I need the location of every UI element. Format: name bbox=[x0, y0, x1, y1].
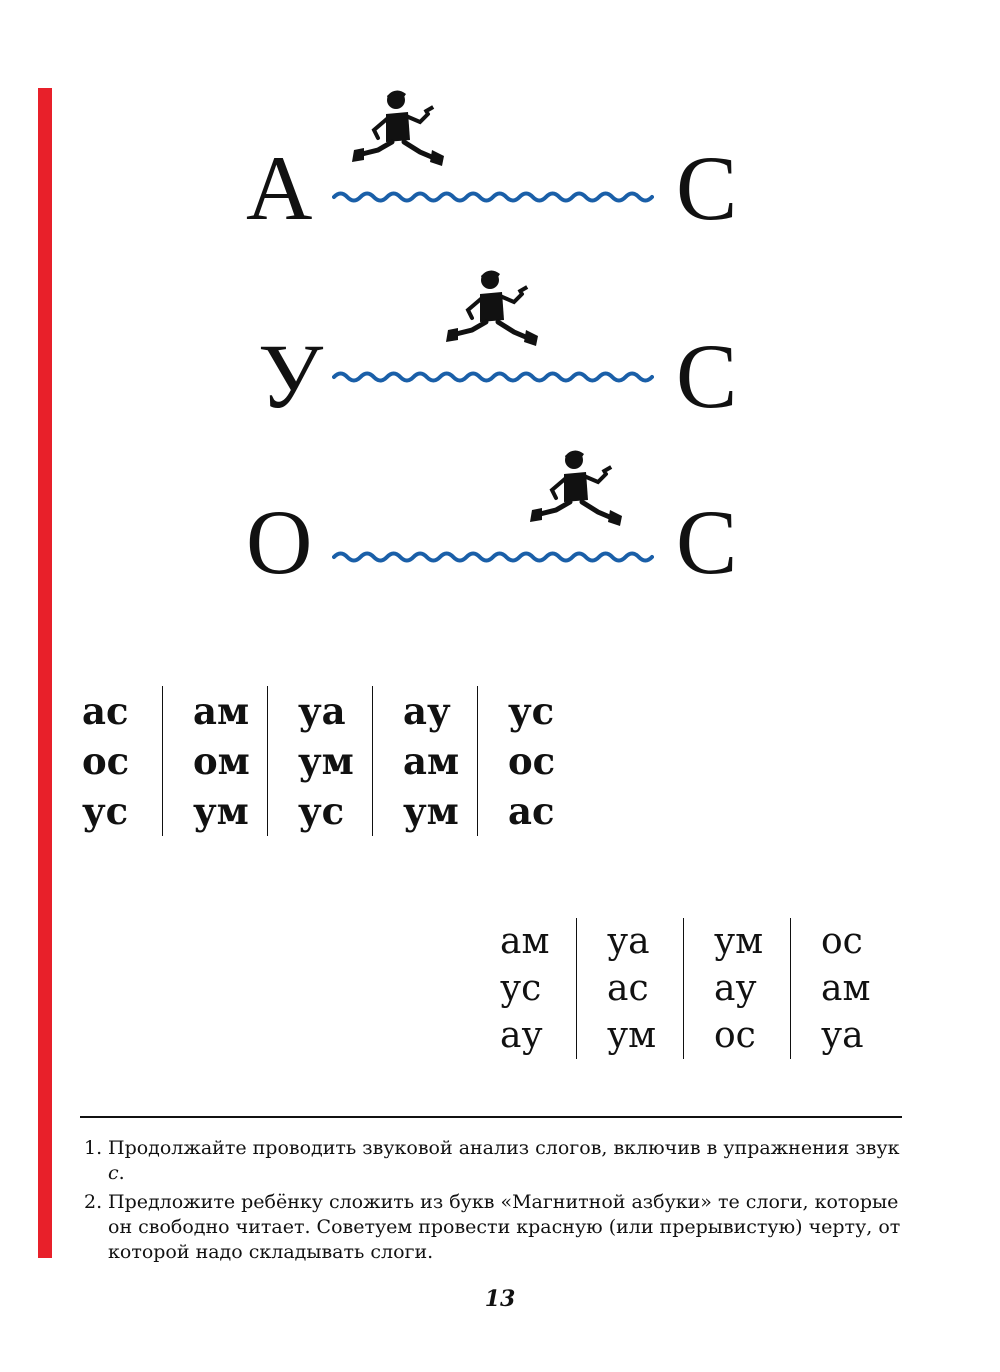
footnote-text-end: . bbox=[118, 1162, 125, 1184]
syllable: ау bbox=[500, 1015, 543, 1056]
syllable: ум bbox=[607, 1015, 657, 1056]
syllable: ум bbox=[403, 789, 459, 833]
syllable-column bbox=[403, 686, 478, 836]
syllable: ам bbox=[821, 968, 871, 1009]
footnote bbox=[84, 1190, 904, 1265]
syllable: ау bbox=[403, 689, 451, 733]
syllable-column bbox=[193, 686, 268, 836]
syllable: ас bbox=[607, 968, 649, 1009]
syllable: ом bbox=[193, 739, 250, 783]
page-number: 13 bbox=[484, 1286, 516, 1312]
syllable: ам bbox=[500, 921, 550, 962]
letter-right: С bbox=[676, 491, 738, 593]
footnote-number: 2. bbox=[84, 1191, 103, 1213]
boy-running-icon bbox=[442, 266, 548, 356]
letter-right: С bbox=[676, 325, 738, 427]
syllable: ум bbox=[714, 921, 764, 962]
syllable: ос bbox=[714, 1015, 756, 1056]
footnote-emphasis: с bbox=[108, 1162, 119, 1184]
boy-running-icon bbox=[526, 446, 632, 536]
wave-line bbox=[332, 186, 654, 208]
syllable: ус bbox=[508, 689, 555, 733]
footnotes bbox=[84, 1136, 904, 1269]
syllable: ум bbox=[298, 739, 354, 783]
footnote-text bbox=[108, 1136, 904, 1186]
letter-left: У bbox=[258, 325, 324, 427]
footnote-text: Предложите ребёнку сложить из букв «Магнитной азбуки» те слоги, которые он свободно читает. Советуем провести красную (или прерывистую) черту, от которой надо складывать слоги. bbox=[108, 1191, 901, 1263]
letter-left: О bbox=[246, 491, 313, 593]
letter-left: А bbox=[246, 137, 313, 239]
margin-red-bar bbox=[38, 88, 52, 1258]
letter-right: С bbox=[676, 137, 738, 239]
footnote bbox=[84, 1136, 904, 1186]
wave-line bbox=[332, 546, 654, 568]
wave-line bbox=[332, 366, 654, 388]
syllable: уа bbox=[821, 1015, 864, 1056]
syllable-column bbox=[714, 918, 791, 1059]
syllable: ам bbox=[193, 689, 250, 733]
syllable-table-regular bbox=[500, 918, 927, 1059]
syllable: ос bbox=[821, 921, 863, 962]
syllable-column bbox=[508, 686, 582, 836]
syllable: ум bbox=[193, 789, 249, 833]
footnote-divider bbox=[80, 1116, 902, 1118]
syllable: ос bbox=[82, 739, 130, 783]
boy-running-icon bbox=[348, 86, 454, 176]
syllable: ау bbox=[714, 968, 757, 1009]
syllable: уа bbox=[607, 921, 650, 962]
syllable-column bbox=[298, 686, 373, 836]
syllable-column bbox=[82, 686, 163, 836]
syllable: ус bbox=[82, 789, 129, 833]
syllable-column bbox=[607, 918, 684, 1059]
syllable: ус bbox=[298, 789, 345, 833]
syllable-column bbox=[821, 918, 897, 1059]
syllable: ас bbox=[508, 789, 555, 833]
syllable-table-bold bbox=[82, 686, 612, 836]
syllable: ам bbox=[403, 739, 460, 783]
footnote-text-body: Продолжайте проводить звуковой анализ слогов, включив в упражнения звук bbox=[108, 1137, 900, 1159]
syllable: уа bbox=[298, 689, 346, 733]
syllable: ус bbox=[500, 968, 542, 1009]
syllable-column bbox=[500, 918, 577, 1059]
syllable: ос bbox=[508, 739, 556, 783]
footnote-number: 1. bbox=[84, 1137, 103, 1159]
syllable: ас bbox=[82, 689, 129, 733]
